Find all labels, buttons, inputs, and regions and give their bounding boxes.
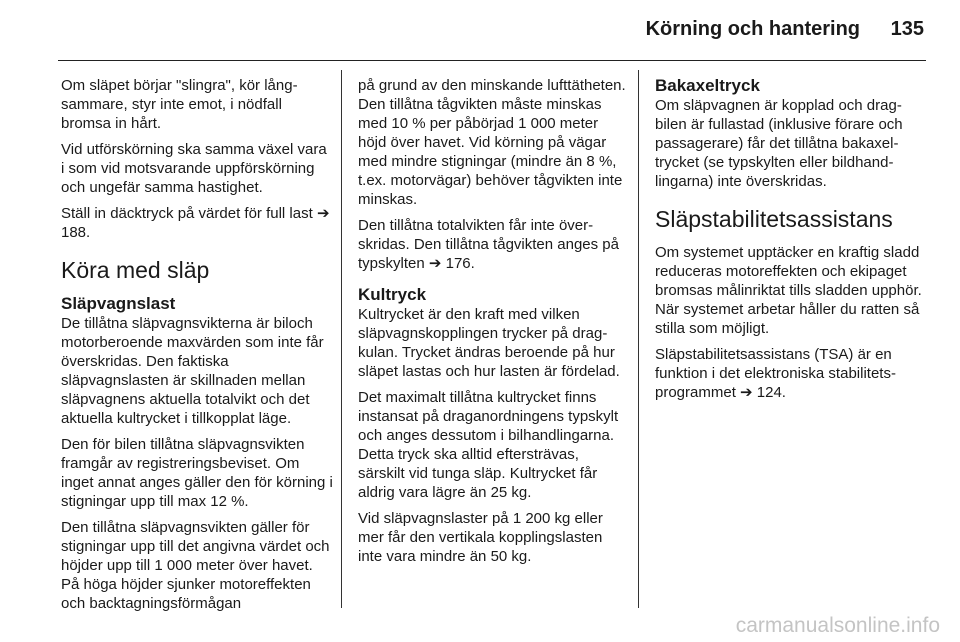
paragraph: Kultrycket är den kraft med vilken släpvagnskopplingen trycker på dragkulan. Trycket ändras beroende på hur släpet lastas och hur lasten är fördelad. bbox=[358, 306, 620, 380]
page-number: 135 bbox=[890, 18, 924, 40]
watermark-text: carmanualsonline.info bbox=[735, 614, 940, 637]
column-divider bbox=[341, 70, 342, 608]
subheading-trailer-load: Släpvagnslast bbox=[61, 294, 176, 313]
running-header: Körning och hantering bbox=[645, 18, 860, 40]
column-2 bbox=[358, 76, 628, 573]
header-rule bbox=[58, 60, 926, 61]
paragraph: Om släpvagnen är kopplad och dragbilen är fullastad (inklusive förare och passagerare) får det tillåtna bakaxeltrycket (se typskylten eller bildhandlingarna) inte överskridas. bbox=[655, 97, 903, 190]
subheading-ball-pressure: Kultryck bbox=[358, 285, 427, 304]
paragraph: Om släpet börjar "slingra", kör långsammare, styr inte emot, i nödfall bromsa in hårt. bbox=[61, 77, 298, 132]
paragraph: Det maximalt tillåtna kultrycket finns instansat på draganordningens typskylt och anges dessutom i bilhandlingarna. Detta tryck ska alltid eftersträvas, särskilt vid tunga släp. Kultrycket får aldrig vara lägre än 25 kg. bbox=[358, 389, 619, 501]
paragraph: De tillåtna släpvagnsvikterna är biloch motorberoende maxvärden som inte får överskridas. Den faktiska släpvagnslasten är skillnaden mellan släpvagnens aktuella totalvikt och det aktuella kultrycket i tillkopplat läge. bbox=[61, 315, 324, 427]
column-3 bbox=[655, 76, 925, 409]
paragraph: Den tillåtna släpvagnsvikten gäller för stigningar upp till det angivna värdet och höjder upp till 1 000 meter över havet. På höga höjder sjunker motoreffekten och backtagningsförmågan bbox=[61, 519, 330, 612]
section-heading-towing: Köra med släp bbox=[61, 257, 210, 283]
paragraph-with-page-ref: Släpstabilitetsassistans (TSA) är en funktion i det elektroniska stabilitetsprogrammet ➔ 124. bbox=[655, 346, 896, 401]
column-1 bbox=[61, 76, 333, 620]
section-heading-trailer-stability: Släpstabilitetsassistans bbox=[655, 206, 893, 232]
paragraph-with-page-ref: Ställ in däcktryck på värdet för full last ➔ 188. bbox=[61, 205, 330, 241]
paragraph: Den för bilen tillåtna släpvagnsvikten framgår av registreringsbeviset. Om inget annat anges gäller den för körning i stigningar upp till max 12 %. bbox=[61, 436, 333, 510]
paragraph: Vid utförskörning ska samma växel vara i som vid motsvarande uppförskörning och ungefär samma hastighet. bbox=[61, 141, 327, 196]
subheading-rear-axle-load: Bakaxeltryck bbox=[655, 76, 760, 95]
column-divider bbox=[638, 70, 639, 608]
paragraph: på grund av den minskande lufttätheten. Den tillåtna tågvikten måste minskas med 10 % per påbörjad 1 000 meter höjd över havet. Vid körning på vägar med mindre stigningar (mindre än 8 %, t.ex. motorvägar) behöver tågvikten inte minskas. bbox=[358, 77, 626, 208]
paragraph-with-page-ref: Den tillåtna totalvikten får inte överskridas. Den tillåtna tågvikten anges på typskylten ➔ 176. bbox=[358, 217, 619, 272]
paragraph: Vid släpvagnslaster på 1 200 kg eller mer får den vertikala kopplingslasten inte vara mindre än 50 kg. bbox=[358, 510, 603, 565]
paragraph: Om systemet upptäcker en kraftig sladd reduceras motoreffekten och ekipaget bromsas målinriktat tills sladden upphör. När systemet arbetar håller du ratten så stilla som möjligt. bbox=[655, 244, 922, 337]
